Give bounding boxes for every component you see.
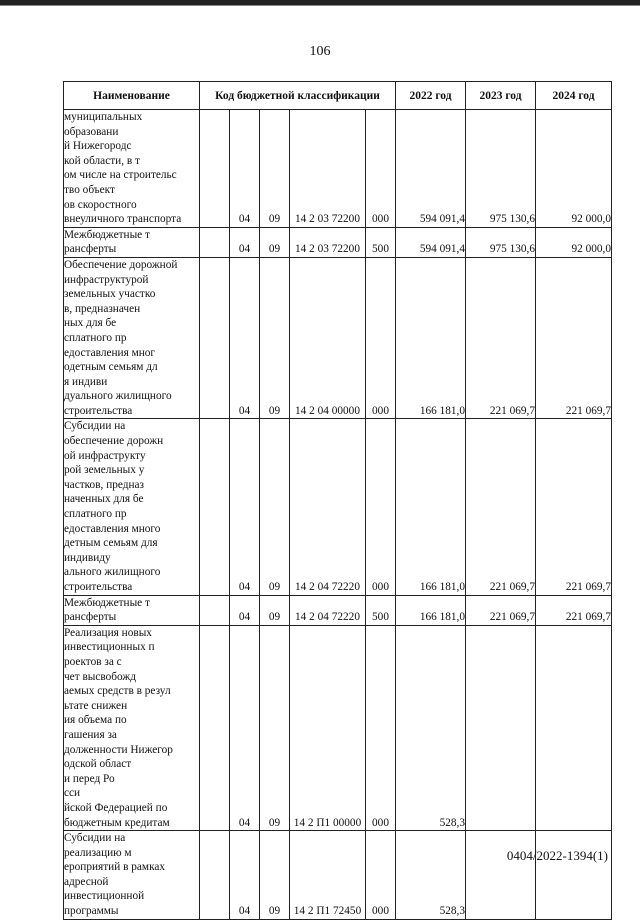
header-2023: 2023 год [466, 82, 536, 110]
row-spacer-cell [200, 227, 230, 257]
row-code-subsection: 09 [260, 257, 290, 419]
row-code-expense-type: 500 [366, 227, 396, 257]
row-code-subsection: 09 [260, 419, 290, 595]
header-budget-code: Код бюджетной классификации [200, 82, 396, 110]
header-2022: 2022 год [396, 82, 466, 110]
row-value-2024: 92 000,0 [536, 227, 612, 257]
row-spacer-cell [200, 257, 230, 419]
row-code-target: 14 2 03 72200 [290, 110, 366, 228]
row-code-subsection: 09 [260, 110, 290, 228]
row-code-target: 14 2 04 72220 [290, 595, 366, 625]
table-row [64, 625, 612, 830]
row-value-2022: 166 181,0 [396, 419, 466, 595]
row-code-section: 04 [230, 831, 260, 920]
row-code-subsection: 09 [260, 625, 290, 830]
row-code-section: 04 [230, 595, 260, 625]
row-code-target: 14 2 04 00000 [290, 257, 366, 419]
row-value-2023: 975 130,6 [466, 110, 536, 228]
row-value-2022: 528,3 [396, 831, 466, 920]
row-spacer-cell [200, 419, 230, 595]
row-value-2022: 166 181,0 [396, 257, 466, 419]
row-name: Межбюджетные т рансферты [64, 227, 200, 257]
row-spacer-cell [200, 110, 230, 228]
row-name: Обеспечение дорожной инфраструктурой земельных участко в, предназначен ных для бе сплатного пр едоставления мног одетным семьям дл я индиви дуального жилищного строительства [64, 257, 200, 419]
row-name: Субсидии на обеспечение дорожн ой инфраструкту рой земельных у частков, предназ наченных для бе сплатного пр едоставления много детным семьям для индивиду ального жилищного строительства [64, 419, 200, 595]
row-value-2023: 221 069,7 [466, 257, 536, 419]
row-value-2022: 594 091,4 [396, 110, 466, 228]
document-code: 0404/2022-1394(1) [506, 848, 608, 863]
row-value-2023: 975 130,6 [466, 227, 536, 257]
row-value-2022: 594 091,4 [396, 227, 466, 257]
row-spacer-cell [200, 625, 230, 830]
row-code-target: 14 2 П1 72450 [290, 831, 366, 920]
table-row [64, 257, 612, 419]
row-code-expense-type: 000 [366, 419, 396, 595]
table-row [64, 227, 612, 257]
row-name: муниципальных образовани й Нижегородс кой области, в т ом числе на строительс тво объект ов скоростного внеуличного транспорта [64, 110, 200, 228]
row-code-section: 04 [230, 227, 260, 257]
row-spacer-cell [200, 831, 230, 920]
row-code-target: 14 2 П1 00000 [290, 625, 366, 830]
row-spacer-cell [200, 595, 230, 625]
row-code-target: 14 2 03 72200 [290, 227, 366, 257]
budget-table [63, 81, 612, 920]
row-code-subsection: 09 [260, 831, 290, 920]
header-2024: 2024 год [536, 82, 612, 110]
row-name: Субсидии на реализацию м ероприятий в рамках адресной инвестиционной программы [64, 831, 200, 920]
row-value-2022: 528,3 [396, 625, 466, 830]
table-header-row [64, 82, 612, 110]
row-code-expense-type: 000 [366, 625, 396, 830]
row-code-expense-type: 000 [366, 257, 396, 419]
row-code-subsection: 09 [260, 227, 290, 257]
row-value-2022: 166 181,0 [396, 595, 466, 625]
row-value-2024: 221 069,7 [536, 595, 612, 625]
row-value-2024: 221 069,7 [536, 419, 612, 595]
row-value-2024: 221 069,7 [536, 257, 612, 419]
table-row [64, 110, 612, 228]
row-value-2023 [466, 831, 536, 920]
row-code-subsection: 09 [260, 595, 290, 625]
table-row [64, 831, 612, 920]
header-name: Наименование [64, 82, 200, 110]
row-code-section: 04 [230, 419, 260, 595]
table-row [64, 595, 612, 625]
row-value-2023: 221 069,7 [466, 419, 536, 595]
row-code-expense-type: 000 [366, 831, 396, 920]
row-name: Межбюджетные т рансферты [64, 595, 200, 625]
row-value-2024 [536, 831, 612, 920]
top-border-thin [0, 5, 640, 6]
row-name: Реализация новых инвестиционных п роектов за с чет высвобожд аемых средств в резул ьтате снижен ия объема по гашения за долженности Нижегор одской област и перед Ро сси йской Федерацией по бюджетным кредитам [64, 625, 200, 830]
row-code-section: 04 [230, 257, 260, 419]
row-value-2024 [536, 625, 612, 830]
row-code-target: 14 2 04 72220 [290, 419, 366, 595]
row-value-2023 [466, 625, 536, 830]
row-code-section: 04 [230, 110, 260, 228]
page-number: 106 [309, 44, 331, 59]
row-value-2024: 92 000,0 [536, 110, 612, 228]
row-code-expense-type: 000 [366, 110, 396, 228]
table-row [64, 419, 612, 595]
row-code-section: 04 [230, 625, 260, 830]
row-value-2023: 221 069,7 [466, 595, 536, 625]
row-code-expense-type: 500 [366, 595, 396, 625]
